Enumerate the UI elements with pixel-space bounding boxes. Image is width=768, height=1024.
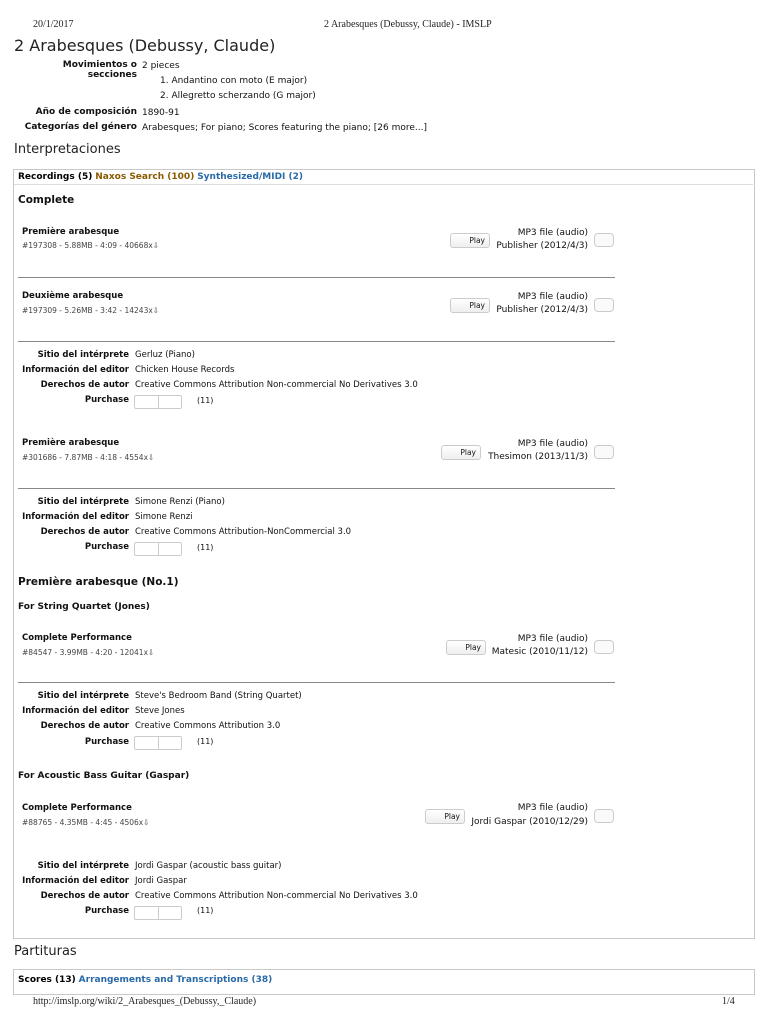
scores-heading: Partituras — [14, 944, 77, 959]
performer-label: Sitio del intérprete — [37, 691, 129, 701]
page-title: 2 Arabesques (Debussy, Claude) — [14, 36, 276, 55]
purchase-buttons[interactable] — [134, 395, 182, 409]
play-button[interactable]: Play — [450, 298, 490, 313]
editor-label: Información del editor — [22, 876, 129, 886]
performer-value[interactable]: Jordi Gaspar (acoustic bass guitar) — [135, 861, 282, 871]
copyright-value[interactable]: Creative Commons Attribution Non-commercial No Derivatives 3.0 — [135, 380, 418, 390]
file-format: MP3 file (audio) — [517, 439, 588, 449]
print-date: 20/1/2017 — [33, 19, 74, 30]
recording-meta: #88765 - 4.35MB - 4:45 - 4506x⇩ — [22, 818, 150, 827]
bass-guitar-heading: For Acoustic Bass Guitar (Gaspar) — [18, 771, 190, 781]
purchase-buttons[interactable] — [134, 736, 182, 750]
file-format: MP3 file (audio) — [517, 803, 588, 813]
copyright-value[interactable]: Creative Commons Attribution 3.0 — [135, 721, 281, 731]
string-quartet-heading: For String Quartet (Jones) — [18, 602, 150, 612]
purchase-label: Purchase — [84, 737, 129, 747]
editor-value[interactable]: Jordi Gaspar — [135, 876, 187, 886]
play-button[interactable]: Play — [446, 640, 486, 655]
tab-arrangements[interactable]: Arrangements and Transcriptions (38) — [78, 975, 273, 985]
copyright-label: Derechos de autor — [40, 380, 129, 390]
recording-meta: #197309 - 5.26MB - 3:42 - 14243x⇩ — [22, 306, 160, 315]
purchase-count: (11) — [197, 543, 214, 552]
tab-scores[interactable]: Scores (13) — [18, 975, 76, 985]
print-url: http://imslp.org/wiki/2_Arabesques_(Debussy,_Claude) — [33, 996, 257, 1007]
performer-label: Sitio del intérprete — [37, 497, 129, 507]
year-label: Año de composición — [35, 107, 137, 117]
select-checkbox[interactable] — [594, 809, 614, 823]
purchase-count: (11) — [197, 737, 214, 746]
separator — [18, 277, 615, 278]
editor-value[interactable]: Chicken House Records — [135, 365, 235, 375]
recording-meta: #301686 - 7.87MB - 4:18 - 4554x⇩ — [22, 453, 155, 462]
scores-tabs — [18, 975, 272, 985]
file-format: MP3 file (audio) — [517, 634, 588, 644]
play-button[interactable]: Play — [441, 445, 481, 460]
purchase-buttons[interactable] — [134, 906, 182, 920]
performer-label: Sitio del intérprete — [37, 861, 129, 871]
purchase-label: Purchase — [84, 542, 129, 552]
recording-title[interactable]: Première arabesque — [22, 227, 120, 237]
play-button[interactable]: Play — [450, 233, 490, 248]
recording-title[interactable]: Complete Performance — [22, 803, 132, 813]
editor-label: Información del editor — [22, 706, 129, 716]
copyright-label: Derechos de autor — [40, 721, 129, 731]
performer-value[interactable]: Simone Renzi (Piano) — [135, 497, 225, 507]
publisher: Matesic (2010/11/12) — [491, 647, 588, 657]
editor-label: Información del editor — [22, 512, 129, 522]
tab-recordings[interactable]: Recordings (5) — [18, 172, 93, 182]
purchase-buttons[interactable] — [134, 542, 182, 556]
purchase-label: Purchase — [84, 906, 129, 916]
publisher: Publisher (2012/4/3) — [496, 241, 588, 251]
publisher: Thesimon (2013/11/3) — [488, 452, 588, 462]
editor-label: Información del editor — [22, 365, 129, 375]
no1-heading: Première arabesque (No.1) — [18, 576, 179, 588]
recording-title[interactable]: Complete Performance — [22, 633, 132, 643]
year-value: 1890-91 — [142, 108, 180, 118]
editor-value[interactable]: Steve Jones — [135, 706, 185, 716]
performer-value[interactable]: Steve's Bedroom Band (String Quartet) — [135, 691, 302, 701]
select-checkbox[interactable] — [594, 445, 614, 459]
publisher: Jordi Gaspar (2010/12/29) — [471, 817, 588, 827]
complete-heading: Complete — [18, 194, 75, 206]
recording-title[interactable]: Première arabesque — [22, 438, 120, 448]
recording-title[interactable]: Deuxième arabesque — [22, 291, 124, 301]
genre-value[interactable]: Arabesques; For piano; Scores featuring the piano; [26 more...] — [142, 123, 427, 133]
copyright-label: Derechos de autor — [40, 527, 129, 537]
print-page-number: 1/4 — [722, 996, 735, 1007]
copyright-value[interactable]: Creative Commons Attribution-NonCommercial 3.0 — [135, 527, 352, 537]
movement-item-2: 2. Allegretto scherzando (G major) — [160, 91, 316, 101]
play-button[interactable]: Play — [425, 809, 465, 824]
purchase-count: (11) — [197, 396, 214, 405]
recordings-tabs — [18, 172, 303, 182]
copyright-value[interactable]: Creative Commons Attribution Non-commercial No Derivatives 3.0 — [135, 891, 418, 901]
separator — [18, 682, 615, 683]
tab-synthesized-midi[interactable]: Synthesized/MIDI (2) — [197, 172, 304, 182]
genre-label: Categorías del género — [24, 122, 137, 132]
select-checkbox[interactable] — [594, 233, 614, 247]
movements-label: Movimientos o secciones — [62, 60, 137, 80]
print-title: 2 Arabesques (Debussy, Claude) - IMSLP — [324, 19, 492, 30]
movement-item-1: 1. Andantino con moto (E major) — [160, 76, 308, 86]
interpretations-heading: Interpretaciones — [14, 142, 121, 157]
performer-label: Sitio del intérprete — [37, 350, 129, 360]
tab-divider — [14, 184, 753, 185]
select-checkbox[interactable] — [594, 298, 614, 312]
copyright-label: Derechos de autor — [40, 891, 129, 901]
purchase-count: (11) — [197, 906, 214, 915]
file-format: MP3 file (audio) — [517, 228, 588, 238]
publisher: Publisher (2012/4/3) — [496, 305, 588, 315]
tab-naxos-search[interactable]: Naxos Search (100) — [95, 172, 195, 182]
recording-meta: #84547 - 3.99MB - 4:20 - 12041x⇩ — [22, 648, 155, 657]
performer-value[interactable]: Gerluz (Piano) — [135, 350, 195, 360]
separator — [18, 341, 615, 342]
editor-value[interactable]: Simone Renzi — [135, 512, 193, 522]
movements-value: 2 pieces — [142, 61, 180, 71]
recording-meta: #197308 - 5.88MB - 4:09 - 40668x⇩ — [22, 241, 160, 250]
select-checkbox[interactable] — [594, 640, 614, 654]
separator — [18, 488, 615, 489]
file-format: MP3 file (audio) — [517, 292, 588, 302]
purchase-label: Purchase — [84, 395, 129, 405]
